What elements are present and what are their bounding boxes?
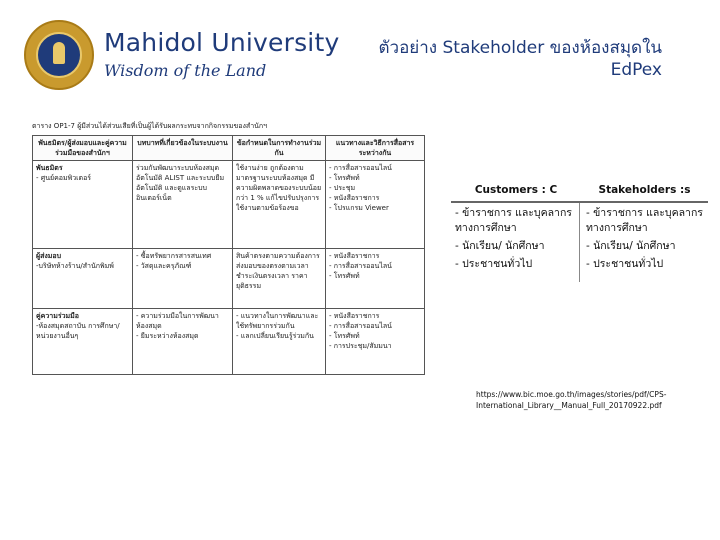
table-cell: สินค้าตรงตามความต้องการ ส่งมอบของตรงตามเวลา ชำระเงินตรงเวลา ราคายุติธรรม — [233, 249, 326, 309]
table-cell: ใช้งานง่าย ถูกต้องตามมาตรฐานระบบห้องสมุด มีความผิดพลาดของระบบน้อยกว่า 1 % แก้ไขปรับปรุงการใช้งานตามข้อร้องขอ — [233, 161, 326, 249]
source-url[interactable]: https://www.bic.moe.go.th/images/stories/pdf/CPS-International_Library__Manual_Full_20170922.pdf — [476, 390, 667, 410]
partner-name: -ห้องสมุดสถาบัน การศึกษา/หน่วยงานอื่นๆ — [36, 322, 120, 340]
table-cell: - หนังสือราชการ - การสื่อสารออนไลน์ - โทรศัพท์ - การประชุม/สัมมนา — [326, 309, 425, 375]
slide-title-line2: EdPex — [610, 60, 662, 80]
stakeholders-header: Stakeholders :s — [581, 179, 708, 203]
table-cell — [33, 161, 133, 249]
table-cell: - หนังสือราชการ - การสื่อสารออนไลน์ - โทรศัพท์ — [326, 249, 425, 309]
seal-inner — [36, 32, 82, 78]
group-name: คู่ความร่วมมือ — [36, 312, 79, 320]
table-cell: - การสื่อสารออนไลน์ - โทรศัพท์ - ประชุม - หนังสือราชการ - โปรแกรม Viewer — [326, 161, 425, 249]
stakeholder-table — [32, 135, 425, 375]
table-cell: - ความร่วมมือในการพัฒนาห้องสมุด - ยืมระหว่างห้องสมุด — [133, 309, 233, 375]
table-cell — [33, 249, 133, 309]
table-row — [33, 309, 425, 375]
table-row — [33, 249, 425, 309]
partner-name: - ศูนย์คอมพิวเตอร์ — [36, 174, 92, 182]
slide-title-line1: ตัวอย่าง Stakeholder ของห้องสมุดใน — [378, 38, 662, 58]
table-cell: - แนวทางในการพัฒนาและใช้ทรัพยากรร่วมกัน - แลกเปลี่ยนเรียนรู้ร่วมกัน — [233, 309, 326, 375]
university-tagline: Wisdom of the Land — [104, 61, 267, 80]
mahidol-seal-logo — [24, 20, 94, 90]
stakeholder-table-document — [32, 121, 424, 391]
list-item: - ประชาชนทั่วไป — [455, 258, 533, 270]
table-cell: ร่วมกันพัฒนาระบบห้องสมุดอัตโนมัติ ALIST และระบบยืมอัตโนมัติ และดูแลระบบอินเตอร์เน็ต — [133, 161, 233, 249]
column-header: พันธมิตร/ผู้ส่งมอบและคู่ความร่วมมือของสำนักฯ — [33, 136, 133, 161]
table-cell — [33, 309, 133, 375]
stakeholders-column — [582, 203, 708, 282]
university-name: Mahidol University — [104, 28, 340, 57]
partner-name: -บริษัทห้างร้าน/สำนักพิมพ์ — [36, 262, 114, 270]
table-header-row — [33, 136, 425, 161]
list-item: - ข้าราชการ และบุคลากรทางการศึกษา — [455, 207, 572, 234]
column-header: บทบาทที่เกี่ยวข้องในระบบงาน — [133, 136, 233, 161]
group-name: พันธมิตร — [36, 164, 63, 172]
list-item: - ประชาชนทั่วไป — [586, 258, 664, 270]
column-header: แนวทางและวิธีการสื่อสารระหว่างกัน — [326, 136, 425, 161]
group-name: ผู้ส่งมอบ — [36, 252, 62, 260]
list-item: - นักเรียน/ นักศึกษา — [455, 240, 545, 252]
customer-stakeholder-comparison — [451, 179, 708, 282]
column-header: ข้อกำหนดในการทำงานร่วมกัน — [233, 136, 326, 161]
table-cell: - ซื้อทรัพยากรสารสนเทศ - วัสดุและครุภัณฑ์ — [133, 249, 233, 309]
table-row — [33, 161, 425, 249]
table-caption: ตาราง OP1-7 ผู้มีส่วนได้ส่วนเสียที่เป็นผู้ได้รับผลกระทบจากกิจกรรมของสำนักฯ — [32, 122, 268, 130]
list-item: - ข้าราชการ และบุคลากรทางการศึกษา — [586, 207, 703, 234]
customers-column — [451, 203, 580, 282]
customers-header: Customers : C — [451, 179, 581, 203]
list-item: - นักเรียน/ นักศึกษา — [586, 240, 676, 252]
crown-icon — [53, 42, 65, 64]
